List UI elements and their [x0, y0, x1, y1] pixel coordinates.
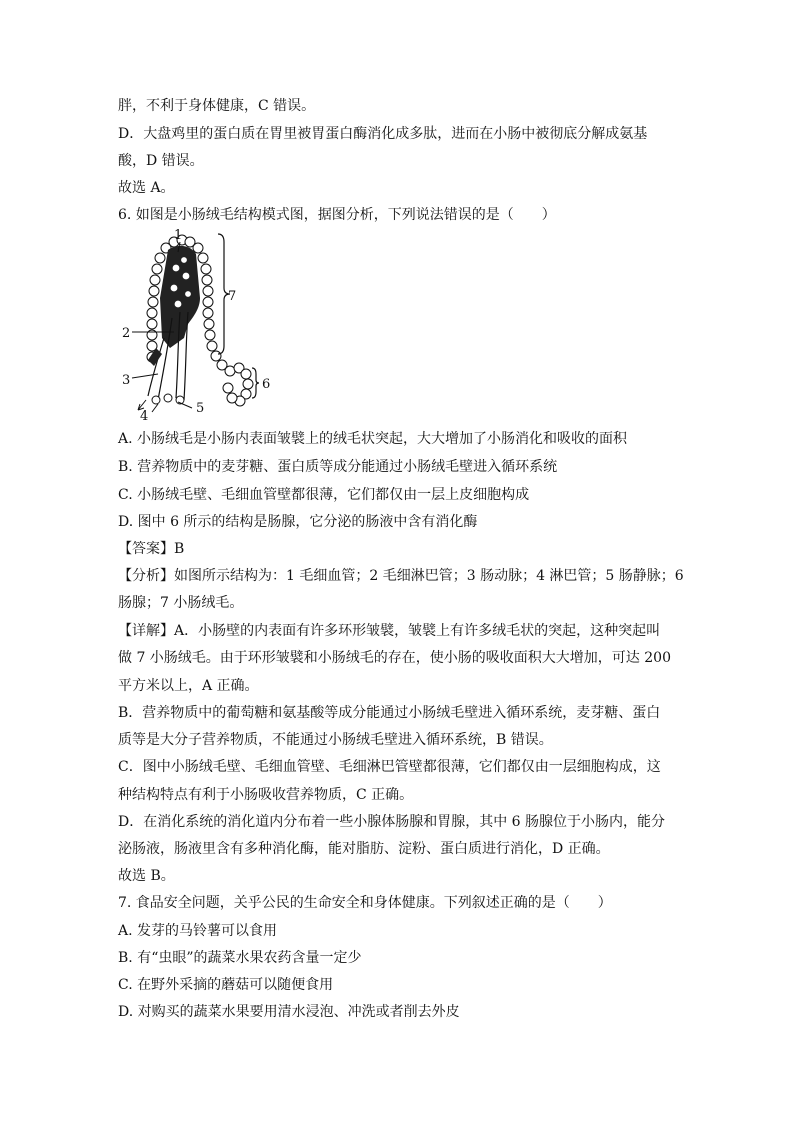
detail-line: B．营养物质中的葡萄糖和氨基酸等成分能通过小肠绒毛壁进入循环系统，麦芽糖、蛋白: [118, 705, 661, 721]
figure-label-4: 4: [140, 409, 149, 420]
detail-line: 泌肠液，肠液里含有多种消化酶，能对脂肪、淀粉、蛋白质进行消化，D 正确。: [118, 841, 610, 857]
answer-line: 【答案】B: [118, 541, 185, 557]
option-c: C. 小肠绒毛壁、毛细血管壁都很薄，它们都仅由一层上皮细胞构成: [118, 487, 530, 503]
villus-diagram-svg: [118, 228, 278, 420]
detail-line: 故选 B。: [118, 868, 175, 884]
text-line: 故选 A。: [118, 180, 175, 196]
option-a: A. 发芽的马铃薯可以食用: [118, 923, 278, 939]
text-line: 胖，不利于身体健康，C 错误。: [118, 98, 316, 114]
villus-diagram: [118, 228, 278, 420]
figure-label-7: 7: [228, 289, 237, 304]
option-c: C. 在野外采摘的蘑菇可以随便食用: [118, 977, 334, 993]
detail-line: 质等是大分子营养物质，不能通过小肠绒毛壁进入循环系统，B 错误。: [118, 732, 553, 748]
option-b: B. 营养物质中的麦芽糖、蛋白质等成分能通过小肠绒毛壁进入循环系统: [118, 459, 558, 475]
question-7-stem: 7. 食品安全问题，关乎公民的生命安全和身体健康。下列叙述正确的是（ ）: [118, 895, 612, 911]
option-d: D. 图中 6 所示的结构是肠腺，它分泌的肠液中含有消化酶: [118, 514, 478, 530]
text-line: D．大盘鸡里的蛋白质在胃里被胃蛋白酶消化成多肽，进而在小肠中被彻底分解成氨基: [118, 126, 648, 142]
figure-label-1: 1: [174, 228, 183, 243]
detail-line: 做 7 小肠绒毛。由于环形皱襞和小肠绒毛的存在，使小肠的吸收面积大大增加，可达 200: [118, 650, 671, 666]
analysis-line: 肠腺；7 小肠绒毛。: [118, 595, 244, 611]
option-a: A. 小肠绒毛是小肠内表面皱襞上的绒毛状突起，大大增加了小肠消化和吸收的面积: [118, 431, 628, 447]
option-b: B. 有“虫眼”的蔬菜水果农药含量一定少: [118, 950, 362, 966]
analysis-line: 【分析】如图所示结构为：1 毛细血管；2 毛细淋巴管；3 肠动脉；4 淋巴管；5 肠静脉；6: [118, 568, 684, 584]
detail-line: 平方米以上，A 正确。: [118, 678, 259, 694]
figure-label-2: 2: [122, 326, 131, 341]
detail-line: C．图中小肠绒毛壁、毛细血管壁、毛细淋巴管壁都很薄，它们都仅由一层细胞构成，这: [118, 759, 661, 775]
option-d: D. 对购买的蔬菜水果要用清水浸泡、冲洗或者削去外皮: [118, 1004, 460, 1020]
figure-label-3: 3: [122, 373, 131, 388]
text-line: 酸，D 错误。: [118, 153, 204, 169]
detail-line: 【详解】A．小肠壁的内表面有许多环形皱襞，皱襞上有许多绒毛状的突起，这种突起叫: [118, 623, 661, 639]
detail-line: 种结构特点有利于小肠吸收营养物质，C 正确。: [118, 787, 414, 803]
figure-label-6: 6: [262, 377, 271, 392]
figure-label-5: 5: [196, 401, 205, 416]
question-6-stem: 6. 如图是小肠绒毛结构模式图，据图分析，下列说法错误的是（ ）: [118, 207, 556, 223]
detail-line: D．在消化系统的消化道内分布着一些小腺体肠腺和胃腺，其中 6 肠腺位于小肠内，能分: [118, 814, 666, 830]
